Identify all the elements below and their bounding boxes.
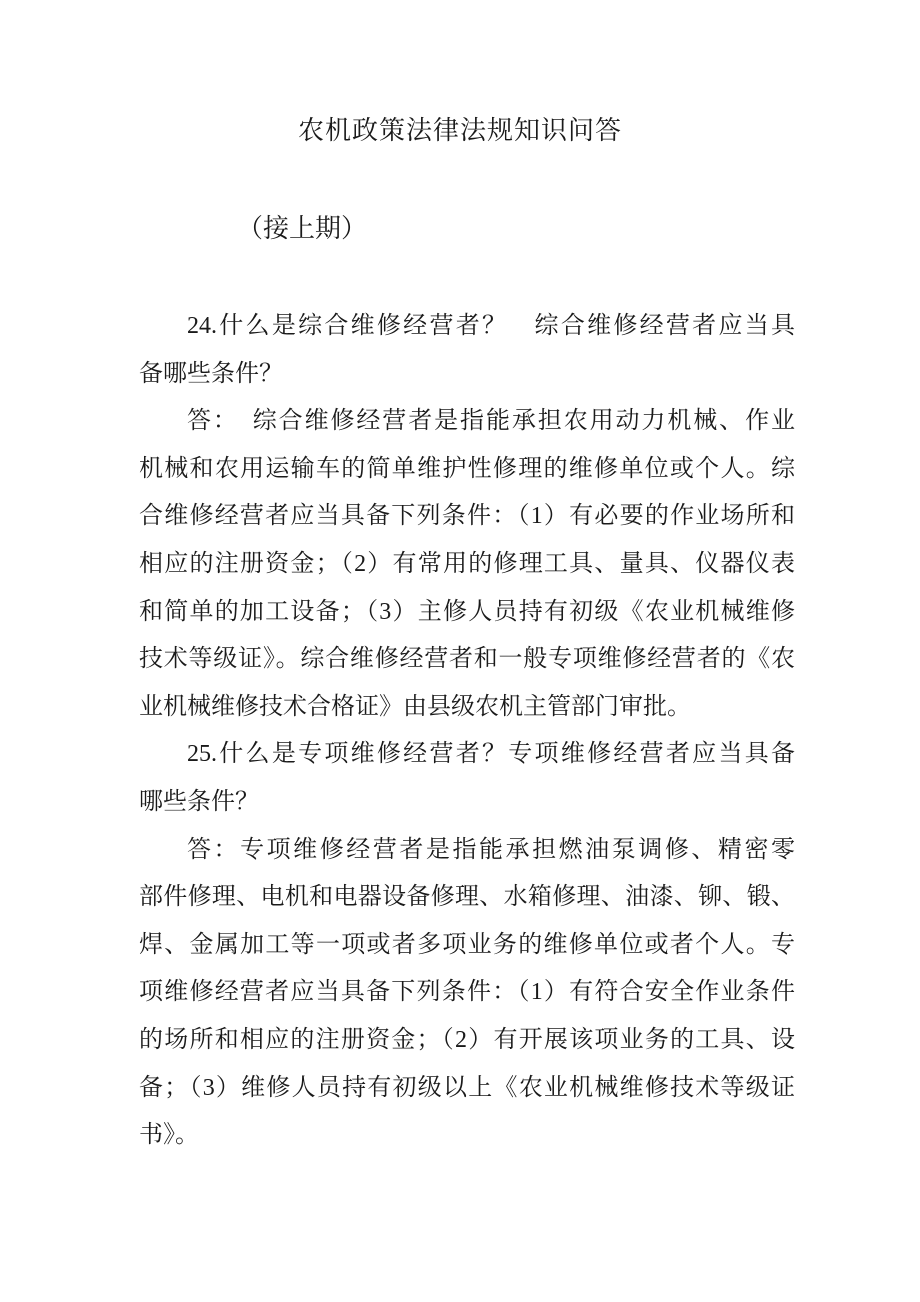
document-body (139, 303, 795, 1160)
paragraph-answer-25 (139, 827, 795, 1160)
text-line: 相应的注册资金；（2）有常用的修理工具、量具、仪器仪表 (139, 550, 795, 577)
text-line: 部件修理、电机和电器设备修理、水箱修理、油漆、铆、锻、 (139, 884, 795, 911)
text-line: 答：专项维修经营者是指能承担燃油泵调修、精密零 (187, 836, 795, 863)
text-line: 哪些条件？ (139, 788, 259, 815)
document-title: 农机政策法律法规知识问答 (297, 116, 622, 145)
text-line: 技术等级证》。综合维修经营者和一般专项维修经营者的《农 (139, 646, 795, 673)
paragraph-answer-24 (139, 398, 795, 731)
text-line: 机械和农用运输车的简单维护性修理的维修单位或个人。综 (139, 455, 795, 482)
text-line: 的场所和相应的注册资金；（2）有开展该项业务的工具、设 (139, 1026, 795, 1053)
text-line: 项维修经营者应当具备下列条件：（1）有符合安全作业条件 (139, 979, 795, 1006)
text-line: 和简单的加工设备；（3）主修人员持有初级《农业机械维修 (139, 598, 795, 625)
text-line: 业机械维修技术合格证》由县级农机主管部门审批。 (139, 693, 691, 720)
document-subtitle: （接上期） (237, 214, 368, 243)
text-line: 书》。 (139, 1122, 199, 1149)
text-line: 备；（3）维修人员持有初级以上《农业机械维修技术等级证 (139, 1074, 795, 1101)
paragraph-question-25 (139, 731, 795, 826)
text-line: 答： 综合维修经营者是指能承担农用动力机械、作业 (187, 408, 795, 435)
text-line: 焊、金属加工等一项或者多项业务的维修单位或者个人。专 (139, 931, 795, 958)
text-line: 合维修经营者应当具备下列条件：（1）有必要的作业场所和 (139, 503, 795, 530)
paragraph-question-24 (139, 303, 795, 398)
text-line: 24.什么是综合维修经营者？ 综合维修经营者应当具 (187, 313, 795, 339)
text-line: 25.什么是专项维修经营者？专项维修经营者应当具备 (187, 741, 795, 768)
text-line: 备哪些条件？ (139, 360, 283, 387)
